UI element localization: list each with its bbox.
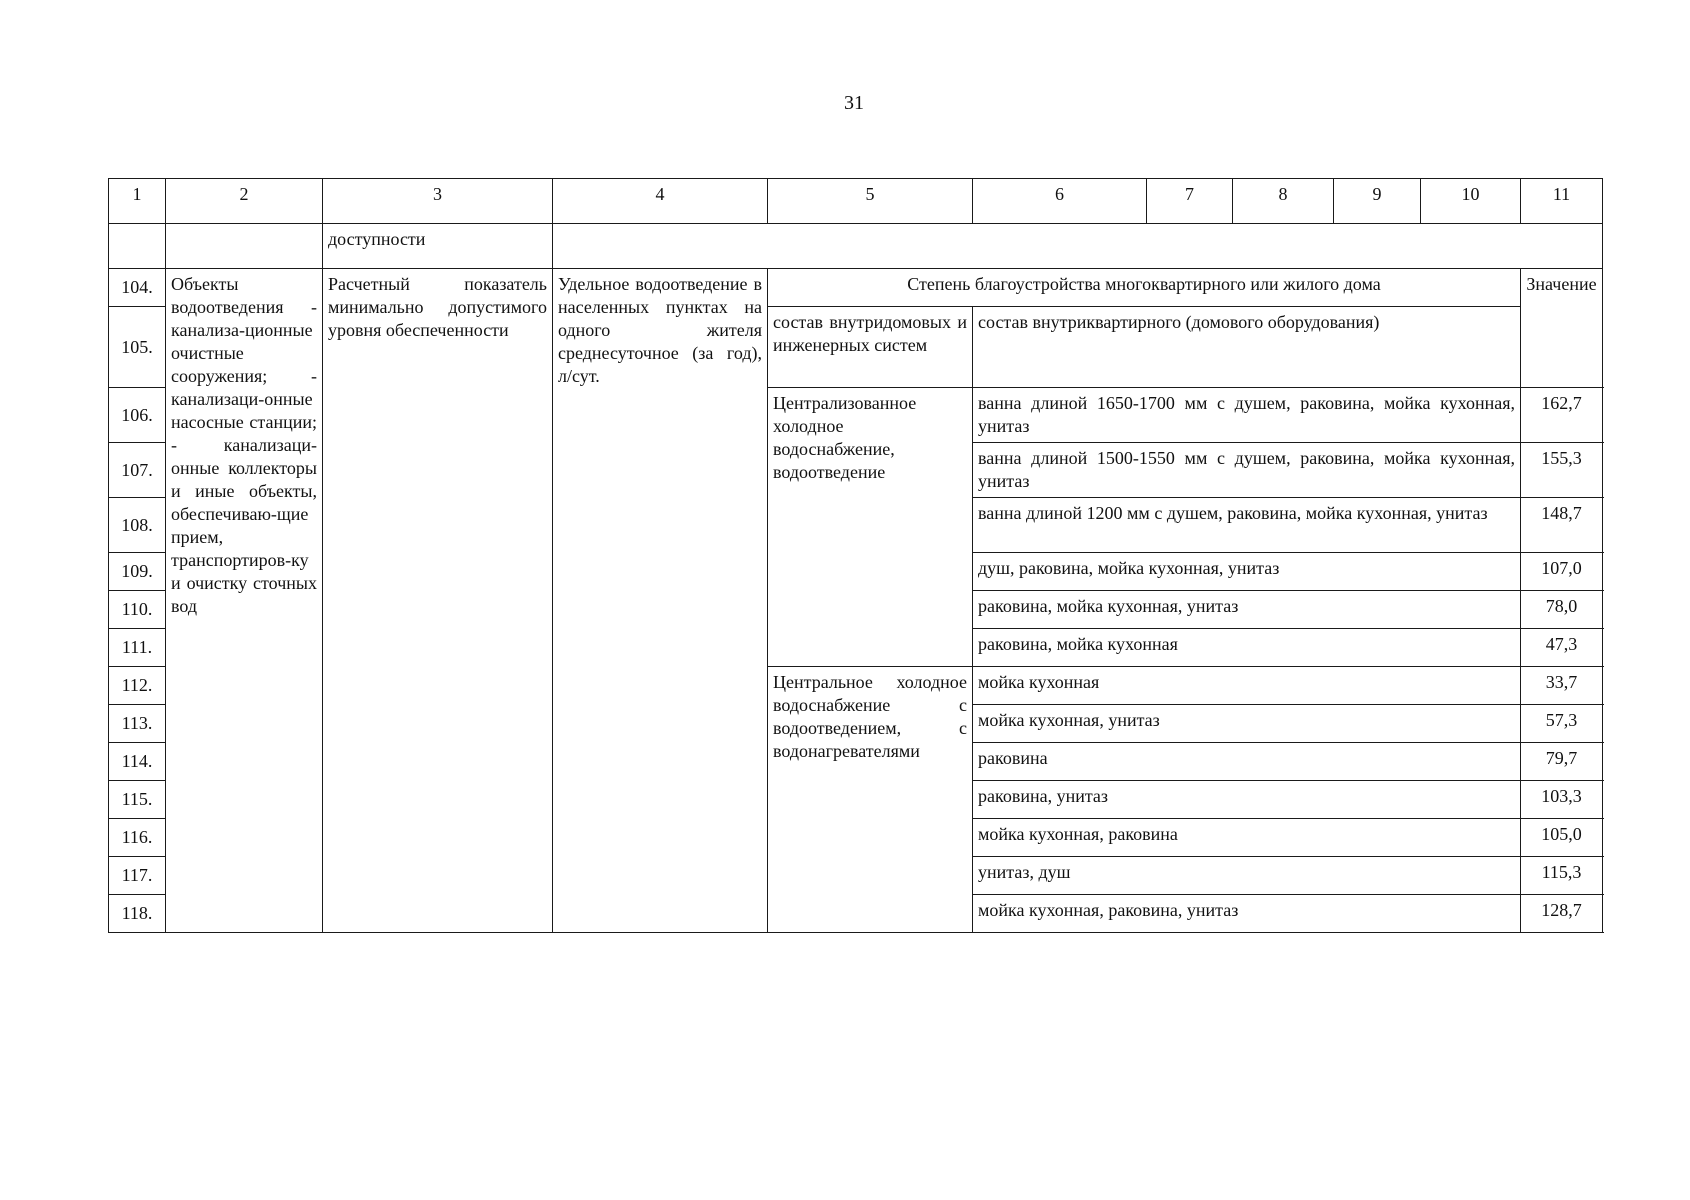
equipment-cell: мойка кухонная <box>973 667 1521 705</box>
equipment-cell: раковина <box>973 743 1521 781</box>
system-central-cold: Централизованное холодное водоснабжение, водоотведение <box>768 388 973 667</box>
col-header: 3 <box>323 179 553 224</box>
value-cell: 105,0 <box>1521 819 1603 857</box>
row-number: 115. <box>109 781 166 819</box>
norms-table <box>108 178 1603 933</box>
table-cell <box>109 224 166 269</box>
row-number: 104. <box>109 269 166 307</box>
value-header: Значение <box>1521 269 1603 388</box>
equipment-cell: мойка кухонная, раковина, унитаз <box>973 895 1521 933</box>
value-cell: 47,3 <box>1521 629 1603 667</box>
degree-header: Степень благоустройства многоквартирного или жилого дома <box>768 269 1521 307</box>
value-cell: 128,7 <box>1521 895 1603 933</box>
equipment-cell: мойка кухонная, унитаз <box>973 705 1521 743</box>
col-header: 5 <box>768 179 973 224</box>
col-header: 1 <box>109 179 166 224</box>
col-header: 6 <box>973 179 1147 224</box>
row-number: 108. <box>109 498 166 553</box>
value-cell: 148,7 <box>1521 498 1603 553</box>
row-number: 118. <box>109 895 166 933</box>
page-number: 31 <box>844 92 864 114</box>
col-header: 11 <box>1521 179 1603 224</box>
equipment-cell: раковина, мойка кухонная, унитаз <box>973 591 1521 629</box>
row-number: 112. <box>109 667 166 705</box>
object-description: Объекты водоотведения - канализа-ционные очистные сооружения; - канализаци-онные насосные станции; - канализаци-онные коллекторы и иные объекты, обеспечиваю-щие прием, транспортиров-ку и очистку сточных вод <box>166 269 323 933</box>
value-cell: 115,3 <box>1521 857 1603 895</box>
value-cell: 107,0 <box>1521 553 1603 591</box>
equipment-cell: душ, раковина, мойка кухонная, унитаз <box>973 553 1521 591</box>
equipment-cell: ванна длиной 1500-1550 мм с душем, раковина, мойка кухонная, унитаз <box>973 443 1521 498</box>
equipment-cell: унитаз, душ <box>973 857 1521 895</box>
col-header: 7 <box>1147 179 1233 224</box>
value-cell: 155,3 <box>1521 443 1603 498</box>
equipment-cell: ванна длиной 1650-1700 мм с душем, раковина, мойка кухонная, унитаз <box>973 388 1521 443</box>
table-cell <box>166 224 323 269</box>
row-number: 114. <box>109 743 166 781</box>
col-header: 9 <box>1334 179 1421 224</box>
row-number: 107. <box>109 443 166 498</box>
value-cell: 79,7 <box>1521 743 1603 781</box>
table-row <box>109 269 1603 307</box>
continuation-row <box>109 224 1603 269</box>
row-number: 105. <box>109 307 166 388</box>
indicator-continuation: доступности <box>323 224 553 269</box>
equipment-cell: мойка кухонная, раковина <box>973 819 1521 857</box>
unit-description: Удельное водоотведение в населенных пунктах на одного жителя среднесуточное (за год), л/сут. <box>553 269 768 933</box>
row-number: 106. <box>109 388 166 443</box>
row-number: 111. <box>109 629 166 667</box>
equipment-cell: ванна длиной 1200 мм с душем, раковина, мойка кухонная, унитаз <box>973 498 1521 553</box>
equipment-header: состав внутриквартирного (домового оборудования) <box>973 307 1521 388</box>
value-cell: 57,3 <box>1521 705 1603 743</box>
col-header: 8 <box>1233 179 1334 224</box>
table-cell <box>553 224 1603 269</box>
system-central-heaters: Центральное холодное водоснабжение с водоотведением, с водонагревателями <box>768 667 973 933</box>
col-header: 2 <box>166 179 323 224</box>
value-cell: 78,0 <box>1521 591 1603 629</box>
value-cell: 33,7 <box>1521 667 1603 705</box>
col-header: 10 <box>1421 179 1521 224</box>
value-cell: 162,7 <box>1521 388 1603 443</box>
value-cell: 103,3 <box>1521 781 1603 819</box>
row-number: 110. <box>109 591 166 629</box>
equipment-cell: раковина, мойка кухонная <box>973 629 1521 667</box>
row-number: 109. <box>109 553 166 591</box>
systems-header: состав внутридомовых и инженерных систем <box>768 307 973 388</box>
column-number-row <box>109 179 1603 224</box>
indicator-description: Расчетный показатель минимально допустимого уровня обеспеченности <box>323 269 553 933</box>
row-number: 117. <box>109 857 166 895</box>
col-header: 4 <box>553 179 768 224</box>
row-number: 116. <box>109 819 166 857</box>
row-number: 113. <box>109 705 166 743</box>
equipment-cell: раковина, унитаз <box>973 781 1521 819</box>
